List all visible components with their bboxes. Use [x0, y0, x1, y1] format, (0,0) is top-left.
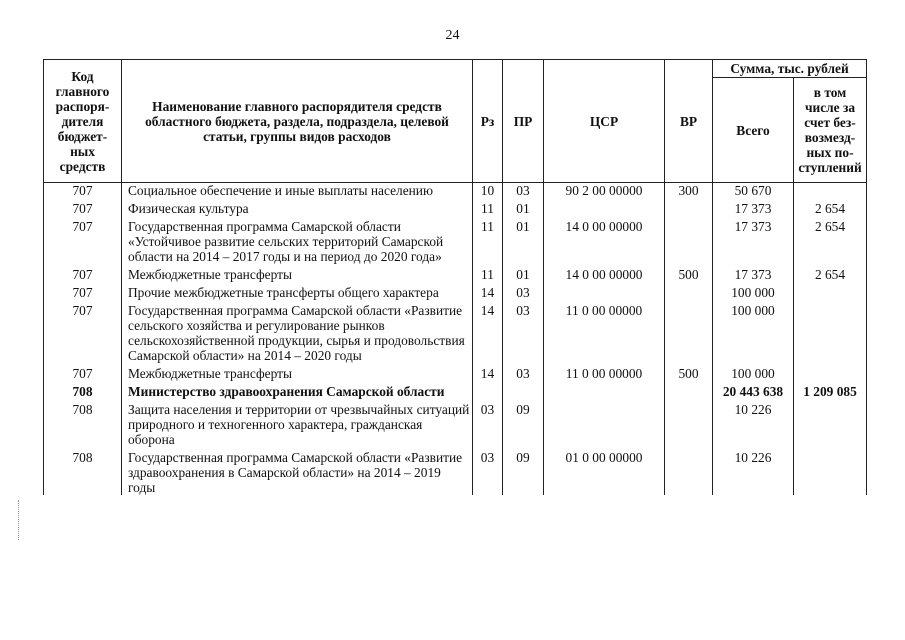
cell-vr: [665, 216, 713, 264]
cell-pr: 03: [503, 183, 544, 199]
table-row: [44, 282, 867, 300]
cell-pr: 09: [503, 399, 544, 447]
cell-total: 100 000: [713, 363, 794, 381]
cell-grant: [794, 183, 867, 199]
cell-code: 708: [44, 447, 122, 496]
cell-rz: 10: [473, 183, 503, 199]
cell-vr: [665, 381, 713, 399]
cell-grant: 2 654: [794, 264, 867, 282]
cell-csr: 90 2 00 00000: [544, 183, 665, 199]
table-row: [44, 216, 867, 264]
header-name: Наименование главного распорядителя средств областного бюджета, раздела, подраздела, целевой статьи, группы видов расходов: [122, 60, 473, 183]
cell-vr: 500: [665, 264, 713, 282]
table-row: [44, 363, 867, 381]
cell-grant: 2 654: [794, 198, 867, 216]
cell-pr: 03: [503, 363, 544, 381]
cell-csr: 01 0 00 00000: [544, 447, 665, 496]
cell-vr: [665, 300, 713, 363]
header-code: Код главного распоря-дителя бюджет-ных средств: [44, 60, 122, 183]
cell-name: Межбюджетные трансферты: [122, 363, 473, 381]
cell-pr: 01: [503, 198, 544, 216]
header-csr: ЦСР: [544, 60, 665, 183]
cell-total: 100 000: [713, 300, 794, 363]
cell-pr: 03: [503, 282, 544, 300]
cell-name: Государственная программа Самарской области «Устойчивое развитие сельских территорий Самарской области на 2014 – 2017 годы и на период до 2020 года»: [122, 216, 473, 264]
cell-pr: 03: [503, 300, 544, 363]
cell-vr: [665, 198, 713, 216]
cell-total: 17 373: [713, 198, 794, 216]
table-row: [44, 300, 867, 363]
cell-vr: [665, 399, 713, 447]
cell-grant: 2 654: [794, 216, 867, 264]
cell-name: Государственная программа Самарской области «Развитие сельского хозяйства и регулирование рынков сельскохозяйственной продукции, сырья и продовольствия Самарской области» на 2014 – 2020 годы: [122, 300, 473, 363]
cell-pr: 01: [503, 264, 544, 282]
cell-total: 20 443 638: [713, 381, 794, 399]
cell-name: Прочие межбюджетные трансферты общего характера: [122, 282, 473, 300]
cell-vr: 300: [665, 183, 713, 199]
cell-total: 50 670: [713, 183, 794, 199]
cell-rz: 11: [473, 264, 503, 282]
cell-name: Защита населения и территории от чрезвычайных ситуаций природного и техногенного характера, гражданская оборона: [122, 399, 473, 447]
table-row: [44, 183, 867, 199]
cell-csr: [544, 381, 665, 399]
cell-code: 708: [44, 399, 122, 447]
cell-grant: [794, 447, 867, 496]
cell-rz: 11: [473, 216, 503, 264]
cell-vr: 500: [665, 363, 713, 381]
cell-csr: [544, 399, 665, 447]
cell-name: Государственная программа Самарской области «Развитие здравоохранения в Самарской области» на 2014 – 2019 годы: [122, 447, 473, 496]
cell-name: Министерство здравоохранения Самарской области: [122, 381, 473, 399]
cell-total: 17 373: [713, 216, 794, 264]
table-body: [44, 183, 867, 496]
cell-code: 707: [44, 216, 122, 264]
header-pr: ПР: [503, 60, 544, 183]
header-grant: в том числе за счет без-возмезд-ных по-ступлений: [794, 78, 867, 183]
cell-grant: [794, 282, 867, 300]
header-vr: ВР: [665, 60, 713, 183]
cell-rz: 11: [473, 198, 503, 216]
cell-total: 17 373: [713, 264, 794, 282]
cell-total: 10 226: [713, 399, 794, 447]
cell-csr: 14 0 00 00000: [544, 216, 665, 264]
header-sum-group: Сумма, тыс. рублей: [713, 60, 867, 78]
cell-pr: [503, 381, 544, 399]
table-row: [44, 381, 867, 399]
table-row: [44, 264, 867, 282]
cell-pr: 01: [503, 216, 544, 264]
cell-csr: [544, 198, 665, 216]
cell-code: 708: [44, 381, 122, 399]
cell-code: 707: [44, 264, 122, 282]
scan-margin-mark: [18, 500, 20, 540]
page-number: 24: [445, 28, 460, 43]
cell-rz: 14: [473, 282, 503, 300]
cell-code: 707: [44, 282, 122, 300]
cell-total: 100 000: [713, 282, 794, 300]
header-total: Всего: [713, 78, 794, 183]
cell-code: 707: [44, 183, 122, 199]
cell-code: 707: [44, 198, 122, 216]
table-row: [44, 399, 867, 447]
cell-name: Физическая культура: [122, 198, 473, 216]
cell-vr: [665, 447, 713, 496]
cell-rz: 14: [473, 300, 503, 363]
cell-vr: [665, 282, 713, 300]
cell-grant: 1 209 085: [794, 381, 867, 399]
cell-csr: 11 0 00 00000: [544, 300, 665, 363]
cell-rz: [473, 381, 503, 399]
table-header: [44, 60, 867, 183]
cell-code: 707: [44, 363, 122, 381]
table-row: [44, 447, 867, 496]
cell-csr: [544, 282, 665, 300]
cell-total: 10 226: [713, 447, 794, 496]
cell-rz: 14: [473, 363, 503, 381]
cell-csr: 14 0 00 00000: [544, 264, 665, 282]
cell-name: Межбюджетные трансферты: [122, 264, 473, 282]
cell-grant: [794, 399, 867, 447]
header-rz: Рз: [473, 60, 503, 183]
cell-rz: 03: [473, 399, 503, 447]
cell-name: Социальное обеспечение и иные выплаты населению: [122, 183, 473, 199]
cell-grant: [794, 300, 867, 363]
table-row: [44, 198, 867, 216]
cell-code: 707: [44, 300, 122, 363]
cell-grant: [794, 363, 867, 381]
cell-rz: 03: [473, 447, 503, 496]
cell-csr: 11 0 00 00000: [544, 363, 665, 381]
budget-table: [43, 59, 867, 496]
cell-pr: 09: [503, 447, 544, 496]
